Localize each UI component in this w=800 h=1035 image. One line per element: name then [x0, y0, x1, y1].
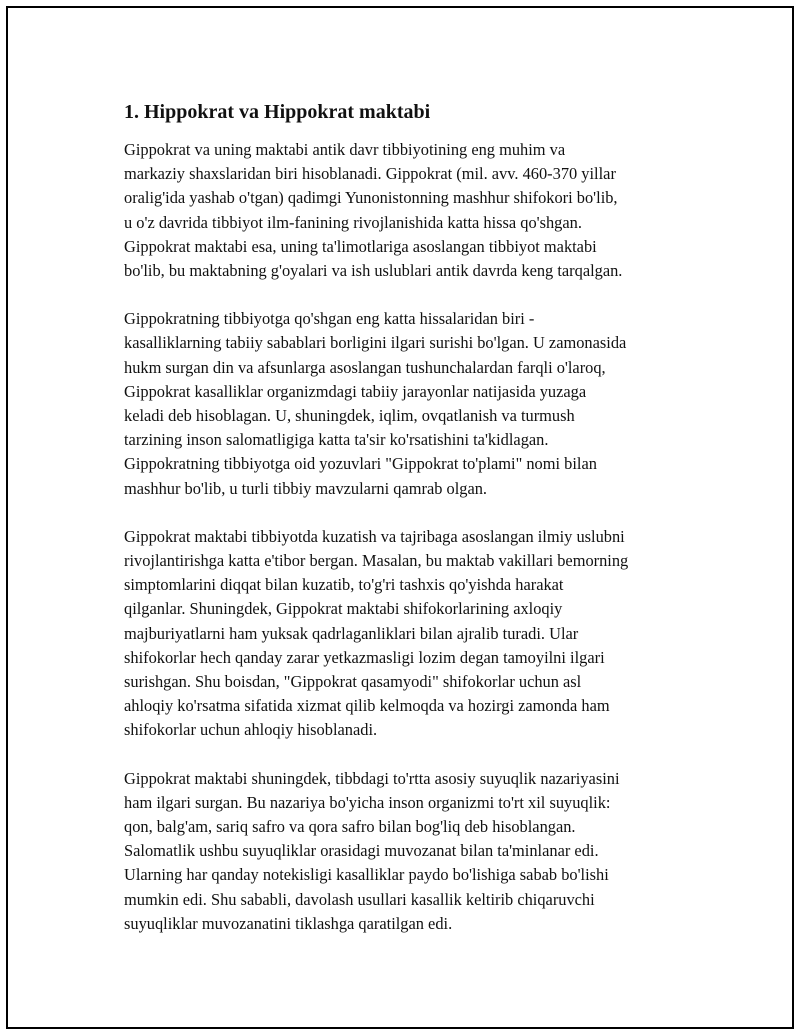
- text-line: Ularning har qanday notekisligi kasalliklar paydo bo'lishiga sabab bo'lishi: [124, 865, 609, 885]
- text-line: keladi deb hisoblagan. U, shuningdek, iqlim, ovqatlanish va turmush: [124, 406, 575, 426]
- text-line: Gippokratning tibbiyotga oid yozuvlari "Gippokrat to'plami" nomi bilan: [124, 454, 597, 474]
- paragraph-1: [124, 138, 704, 283]
- text-line: oralig'ida yashab o'tgan) qadimgi Yunonistonning mashhur shifokori bo'lib,: [124, 188, 618, 208]
- text-line: shifokorlar uchun ahloqiy hisoblanadi.: [124, 720, 378, 740]
- text-line: hukm surgan din va afsunlarga asoslangan tushunchalardan farqli o'laroq,: [124, 357, 606, 377]
- text-line: surishgan. Shu boisdan, "Gippokrat qasamyodi" shifokorlar uchun asl: [124, 672, 582, 692]
- text-line: rivojlantirishga katta e'tibor bergan. Masalan, bu maktab vakillari bemorning: [124, 551, 629, 571]
- text-line: Gippokrat kasalliklar organizmdagi tabiiy jarayonlar natijasida yuzaga: [124, 381, 587, 401]
- text-line: majburiyatlarni ham yuksak qadrlaganliklari bilan ajralib turadi. Ular: [124, 623, 579, 643]
- section-heading: 1. Hippokrat va Hippokrat maktabi: [124, 101, 431, 123]
- paragraph-2: [124, 307, 704, 501]
- text-line: simptomlarini diqqat bilan kuzatib, to'g'ri tashxis qo'yishda harakat: [124, 575, 564, 595]
- paragraph-3: [124, 525, 704, 743]
- text-line: suyuqliklar muvozanatini tiklashga qaratilgan edi.: [124, 913, 453, 933]
- text-line: u o'z davrida tibbiyot ilm-fanining rivojlanishida katta hissa qo'shgan.: [124, 212, 582, 232]
- text-line: shifokorlar hech qanday zarar yetkazmasligi lozim degan tamoyilni ilgari: [124, 647, 605, 667]
- text-line: Gippokrat maktabi tibbiyotda kuzatish va tajribaga asoslangan ilmiy uslubni: [124, 526, 625, 546]
- text-line: tarzining inson salomatligiga katta ta'sir ko'rsatishini ta'kidlagan.: [124, 430, 549, 450]
- text-line: mumkin edi. Shu sababli, davolash usullari kasallik keltirib chiqaruvchi: [124, 889, 595, 909]
- text-line: Gippokrat va uning maktabi antik davr tibbiyotining eng muhim va: [124, 140, 566, 159]
- document-body: [124, 98, 704, 960]
- paragraph-4: [124, 767, 704, 936]
- text-line: Gippokrat maktabi esa, uning ta'limotlariga asoslangan tibbiyot maktabi: [124, 236, 597, 256]
- text-line: ham ilgari surgan. Bu nazariya bo'yicha inson organizmi to'rt xil suyuqlik:: [124, 792, 611, 812]
- text-line: kasalliklarning tabiiy sabablari borligini ilgari surishi bo'lgan. U zamonasida: [124, 333, 627, 353]
- text-line: Gippokrat maktabi shuningdek, tibbdagi to'rtta asosiy suyuqlik nazariyasini: [124, 768, 620, 788]
- text-line: Gippokratning tibbiyotga qo'shgan eng katta hissalaridan biri -: [124, 309, 535, 329]
- text-line: Salomatlik ushbu suyuqliklar orasidagi muvozanat bilan ta'minlanar edi.: [124, 841, 599, 861]
- page-frame: [6, 6, 794, 1029]
- text-line: qon, balg'am, sariq safro va qora safro bilan bog'liq deb hisoblangan.: [124, 817, 576, 837]
- text-line: bo'lib, bu maktabning g'oyalari va ish uslublari antik davrda keng tarqalgan.: [124, 261, 623, 281]
- text-line: qilganlar. Shuningdek, Gippokrat maktabi shifokorlarining axloqiy: [124, 599, 563, 619]
- text-line: ahloqiy ko'rsatma sifatida xizmat qilib kelmoqda va hozirgi zamonda ham: [124, 696, 610, 716]
- text-line: markaziy shaxslaridan biri hisoblanadi. Gippokrat (mil. avv. 460-370 yillar: [124, 164, 616, 184]
- text-line: mashhur bo'lib, u turli tibbiy mavzularni qamrab olgan.: [124, 478, 488, 498]
